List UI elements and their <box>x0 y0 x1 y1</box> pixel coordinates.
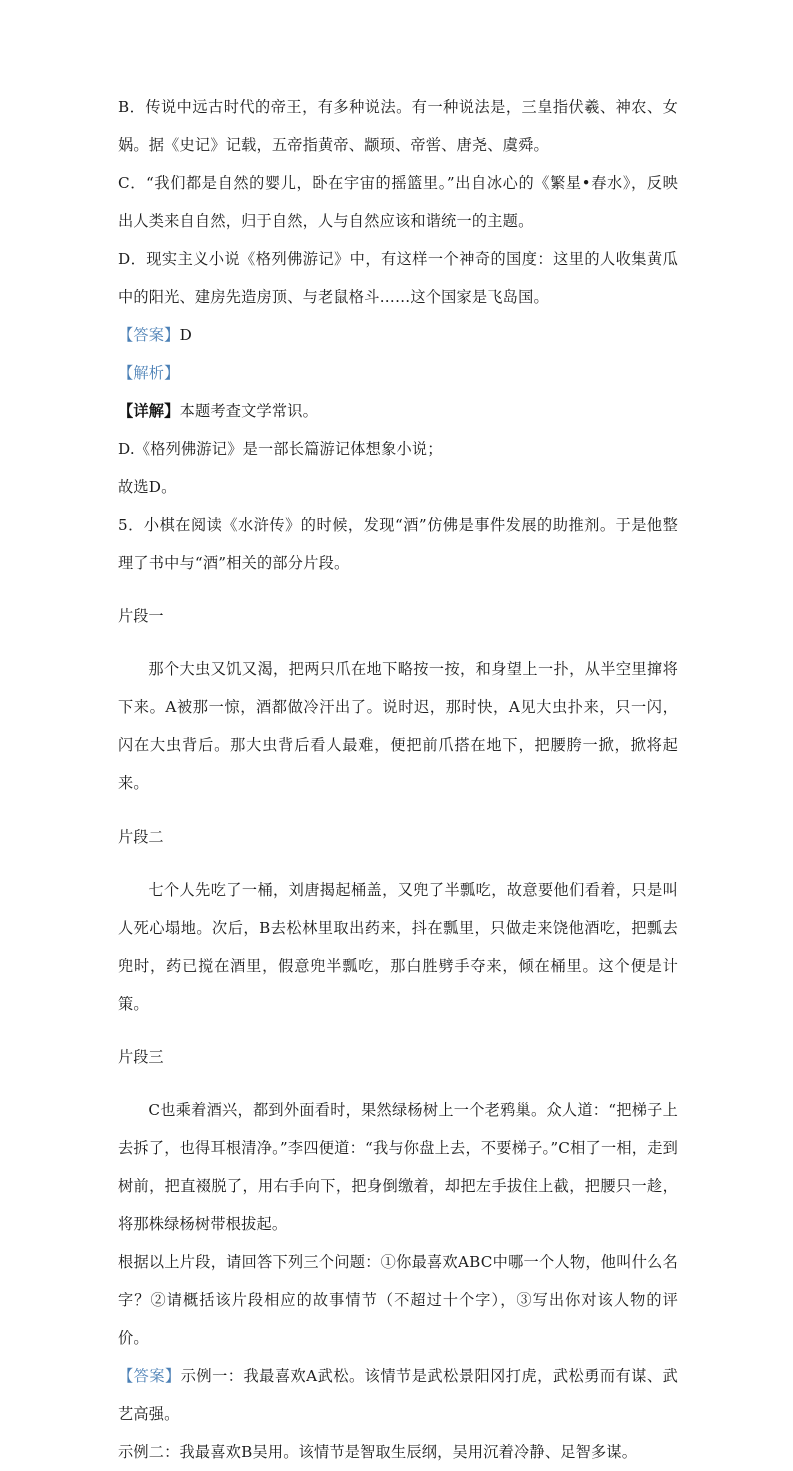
detail-line-2-q4: D.《格列佛游记》是一部长篇游记体想象小说； <box>118 440 443 458</box>
option-c-paragraph: C．“我们都是自然的婴儿，卧在宇宙的摇篮里。”出自冰心的《繁星•春水》，反映出人类来自自然，归于自然，人与自然应该和谐统一的主题。 <box>118 174 678 230</box>
answer-value: D <box>179 326 192 344</box>
answer-example-2: 示例二：我最喜欢B吴用。该情节是智取生辰纲，吴用沉着冷静、足智多谋。 <box>118 1443 638 1462</box>
question-5-stem-text: 小棋在阅读《水浒传》的时候，发现“酒”仿佛是事件发展的助推剂。于是他整理了书中与“酒”相关的部分片段。 <box>118 516 678 572</box>
segment-text-2: 七个人先吃了一桶，刘唐揭起桶盖，又兜了半瓢吃，故意要他们看着，只是叫人死心塌地。次后，B去松林里取出药来，抖在瓢里，只做走来饶他酒吃，把瓢去兜时，药已搅在酒里，假意兜半瓢吃，那白胜劈手夺来，倾在桶里。这个便是计策。 <box>118 880 678 1013</box>
segment-title-3: 片段三 <box>118 1047 164 1066</box>
answer-label: 【答案】 <box>118 326 180 344</box>
segment-text-1: 那个大虫又饥又渴，把两只爪在地下略按一按，和身望上一扑，从半空里撺将下来。A被那一惊，酒都做冷汗出了。说时迟，那时快，A见大虫扑来，只一闪，闪在大虫背后。那大虫背后看人最难，便把前爪搭在地下，把腰胯一掀，掀将起来。 <box>118 660 678 793</box>
option-b-paragraph: B．传说中远古时代的帝王，有多种说法。有一种说法是，三皇指伏羲、神农、女娲。据《史记》记载，五帝指黄帝、颛顼、帝喾、唐尧、虞舜。 <box>118 98 678 154</box>
answer-example-1: 示例一：我最喜欢A武松。该情节是武松景阳冈打虎，武松勇而有谋、武艺高强。 <box>118 1367 678 1424</box>
answer-line-q5 <box>118 1357 678 1433</box>
conclusion-q4: 故选D。 <box>118 478 177 496</box>
segment-title-1: 片段一 <box>118 607 164 626</box>
question-5-stem <box>118 506 678 582</box>
detail-text: 本题考查文学常识。 <box>179 402 319 420</box>
segment-text-3: C也乘着酒兴，都到外面看时，果然绿杨树上一个老鸦巢。众人道：“把梯子上去拆了，也得耳根清净。”李四便道：“我与你盘上去，不要梯子。”C相了一相，走到树前，把直裰脱了，用右手向下，把身倒缴着，却把左手拔住上截，把腰只一趁，将那株绿杨树带根拔起。 <box>118 1101 678 1234</box>
detail-line-q4 <box>118 392 678 430</box>
answer-label-q5: 【答案】 <box>118 1367 181 1386</box>
segment-title-2: 片段二 <box>118 827 164 846</box>
question-5-task: 根据以上片段，请回答下列三个问题：①你最喜欢ABC中哪一个人物，他叫什么名字？②请概括该片段相应的故事情节（不超过十个字），③写出你对该人物的评价。 <box>118 1253 678 1348</box>
option-d-paragraph: D．现实主义小说《格列佛游记》中，有这样一个神奇的国度：这里的人收集黄瓜中的阳光、建房先造房顶、与老鼠格斗……这个国家是飞岛国。 <box>118 250 678 306</box>
analysis-line-q4 <box>118 354 678 392</box>
analysis-label: 【解析】 <box>118 364 180 382</box>
detail-label: 【详解】 <box>118 402 180 420</box>
document-body <box>118 88 678 1471</box>
answer-line-q4 <box>118 316 678 354</box>
question-5-number: 5． <box>118 516 144 534</box>
